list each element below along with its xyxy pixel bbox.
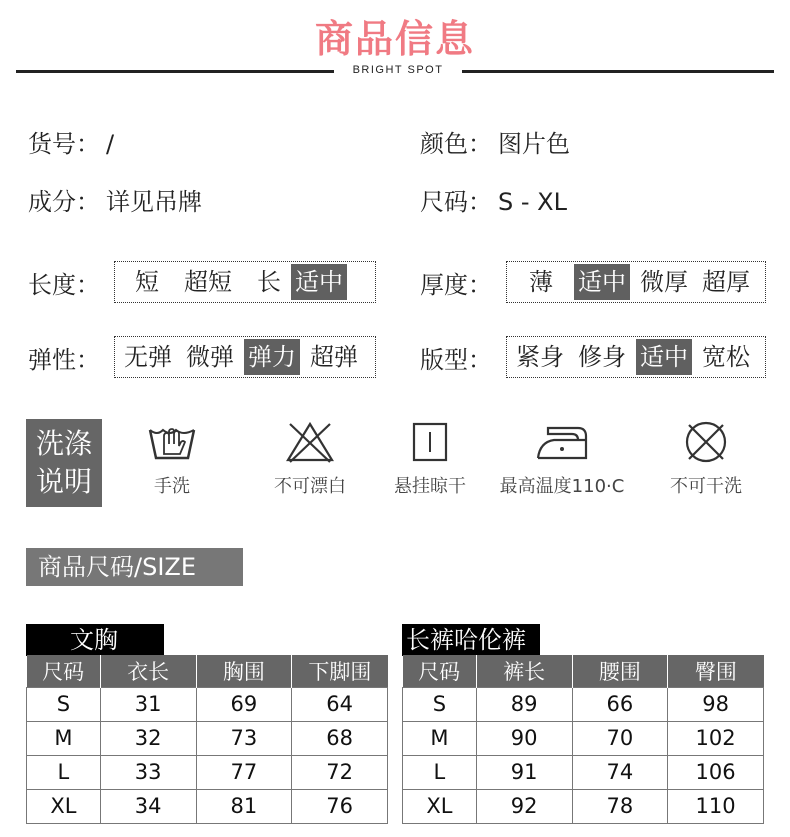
size-info xyxy=(420,182,567,217)
thickness-option-selected: 适中 xyxy=(574,264,630,300)
elasticity-row xyxy=(28,336,376,378)
fit-option-selected: 适中 xyxy=(636,339,692,375)
care-label: 手洗 xyxy=(154,476,190,497)
color-info xyxy=(420,124,570,159)
care-label: 最高温度110·C xyxy=(499,476,625,497)
page-title: 商品信息 xyxy=(314,17,475,61)
table-row xyxy=(27,721,388,755)
care-item-hang-dry xyxy=(380,420,480,498)
fit-options xyxy=(506,336,766,378)
table-cell: 110 xyxy=(668,789,764,823)
hand-wash-icon xyxy=(146,420,198,464)
column-header: 下脚围 xyxy=(292,655,388,687)
no-dry-clean-icon xyxy=(680,420,732,464)
elasticity-option: 超弹 xyxy=(310,343,358,371)
elasticity-option-selected: 弹力 xyxy=(244,339,300,375)
table-cell: 32 xyxy=(100,721,196,755)
fit-row xyxy=(420,336,766,378)
table-cell: 73 xyxy=(196,721,292,755)
fit-option: 宽松 xyxy=(702,343,750,371)
table-cell: 102 xyxy=(668,721,764,755)
care-title-line2: 说明 xyxy=(35,465,92,498)
thickness-options xyxy=(506,261,766,303)
bra-table-caption: 文胸 xyxy=(26,624,164,656)
thickness-row xyxy=(420,261,766,303)
column-header: 尺码 xyxy=(27,655,101,687)
table-cell: 34 xyxy=(100,789,196,823)
table-cell: 31 xyxy=(100,687,196,721)
table-cell: 70 xyxy=(572,721,668,755)
length-options xyxy=(114,261,376,303)
table-cell: 74 xyxy=(572,755,668,789)
size-label: 尺码： xyxy=(420,188,492,216)
item-number-value: / xyxy=(106,130,115,158)
column-header: 胸围 xyxy=(196,655,292,687)
table-cell: 69 xyxy=(196,687,292,721)
page-subtitle: BRIGHT SPOT xyxy=(352,64,444,76)
column-header: 尺码 xyxy=(403,655,477,687)
table-cell: M xyxy=(403,721,477,755)
fit-label: 版型： xyxy=(420,345,492,374)
table-cell: L xyxy=(27,755,101,789)
care-label: 悬挂晾干 xyxy=(394,476,466,497)
table-cell: 64 xyxy=(292,687,388,721)
length-option: 长 xyxy=(257,268,281,296)
fit-option: 修身 xyxy=(578,343,626,371)
table-row xyxy=(27,687,388,721)
length-row xyxy=(28,261,376,303)
care-label: 不可漂白 xyxy=(274,476,346,497)
color-value: 图片色 xyxy=(498,130,570,158)
table-cell: 92 xyxy=(476,789,572,823)
table-header-row xyxy=(27,655,388,687)
table-cell: 106 xyxy=(668,755,764,789)
composition-label: 成分： xyxy=(28,188,100,216)
color-label: 颜色： xyxy=(420,130,492,158)
table-row xyxy=(27,755,388,789)
care-item-hand-wash xyxy=(122,420,222,498)
length-option-selected: 适中 xyxy=(291,264,347,300)
table-cell: 33 xyxy=(100,755,196,789)
table-cell: 90 xyxy=(476,721,572,755)
care-item-no-dry-clean xyxy=(656,420,756,498)
iron-icon xyxy=(534,420,590,464)
length-option: 短 xyxy=(135,268,159,296)
item-number xyxy=(28,124,114,159)
table-cell: 98 xyxy=(668,687,764,721)
table-row xyxy=(403,755,764,789)
care-label: 不可干洗 xyxy=(670,476,742,497)
table-row xyxy=(27,789,388,823)
divider-left xyxy=(16,70,334,73)
table-cell: 68 xyxy=(292,721,388,755)
table-row xyxy=(403,687,764,721)
table-cell: 89 xyxy=(476,687,572,721)
table-row xyxy=(403,721,764,755)
table-cell: 66 xyxy=(572,687,668,721)
elasticity-option: 微弹 xyxy=(186,343,234,371)
column-header: 裤长 xyxy=(476,655,572,687)
table-row xyxy=(403,789,764,823)
table-cell: 78 xyxy=(572,789,668,823)
pants-size-table xyxy=(402,655,764,824)
pants-table-caption: 长裤哈伦裤 xyxy=(402,624,540,656)
size-section-title: 商品尺码/SIZE xyxy=(26,548,243,586)
length-label: 长度： xyxy=(28,270,100,299)
care-title xyxy=(26,419,102,507)
table-cell: 91 xyxy=(476,755,572,789)
table-cell: 81 xyxy=(196,789,292,823)
table-header-row xyxy=(403,655,764,687)
hang-dry-icon xyxy=(404,420,456,464)
elasticity-options xyxy=(114,336,376,378)
size-value: S - XL xyxy=(498,188,567,216)
column-header: 衣长 xyxy=(100,655,196,687)
table-cell: S xyxy=(403,687,477,721)
care-item-iron xyxy=(488,420,636,498)
thickness-option: 超厚 xyxy=(702,268,750,296)
composition-info xyxy=(28,182,202,217)
elasticity-option: 无弹 xyxy=(124,343,172,371)
elasticity-label: 弹性： xyxy=(28,345,100,374)
bra-size-table xyxy=(26,655,388,824)
table-cell: L xyxy=(403,755,477,789)
care-title-line1: 洗涤 xyxy=(35,427,92,460)
thickness-label: 厚度： xyxy=(420,270,492,299)
care-item-no-bleach xyxy=(260,420,360,498)
table-cell: S xyxy=(27,687,101,721)
item-number-label: 货号： xyxy=(28,130,100,158)
fit-option: 紧身 xyxy=(516,343,564,371)
length-option: 超短 xyxy=(184,268,232,296)
divider-right xyxy=(462,70,774,73)
table-cell: 72 xyxy=(292,755,388,789)
thickness-option: 微厚 xyxy=(640,268,688,296)
table-cell: M xyxy=(27,721,101,755)
table-cell: 76 xyxy=(292,789,388,823)
column-header: 臀围 xyxy=(668,655,764,687)
thickness-option: 薄 xyxy=(529,268,553,296)
column-header: 腰围 xyxy=(572,655,668,687)
composition-value: 详见吊牌 xyxy=(106,188,202,216)
no-bleach-icon xyxy=(284,420,336,464)
table-cell: XL xyxy=(27,789,101,823)
table-cell: 77 xyxy=(196,755,292,789)
table-cell: XL xyxy=(403,789,477,823)
